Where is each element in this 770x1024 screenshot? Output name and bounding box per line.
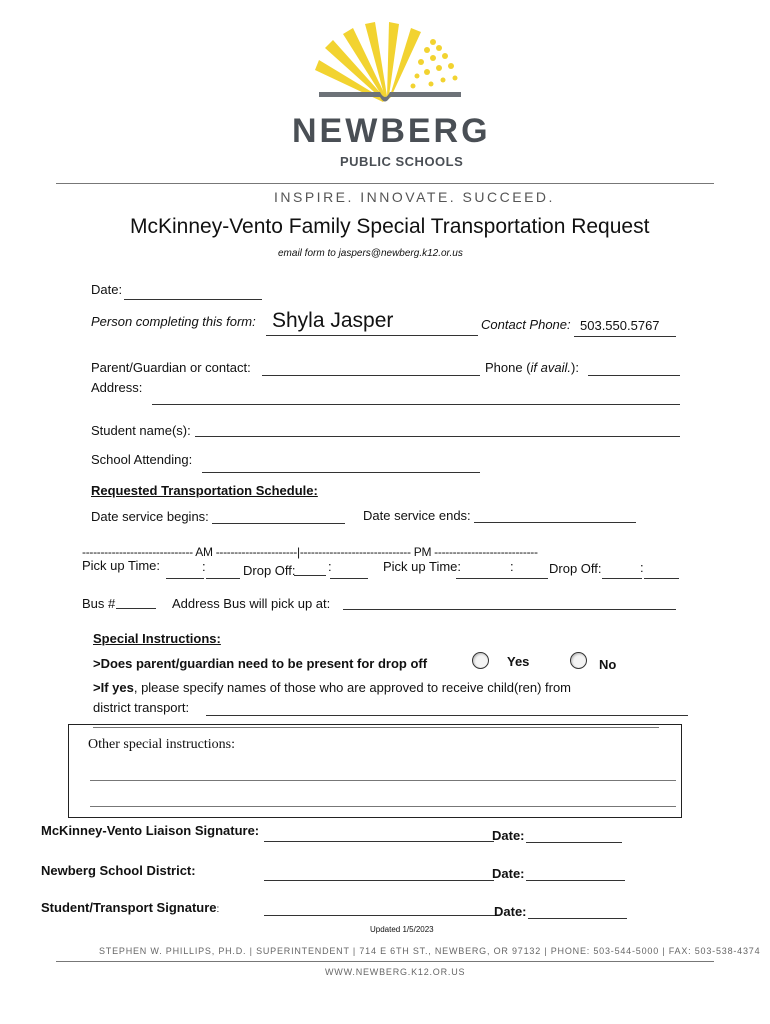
form-title: McKinney-Vento Family Special Transportation Request xyxy=(130,215,650,238)
service-ends-field[interactable] xyxy=(474,506,636,523)
contact-phone-value: 503.550.5767 xyxy=(580,318,660,333)
person-completing-value: Shyla Jasper xyxy=(272,309,394,332)
other-instructions-box[interactable] xyxy=(68,724,682,818)
footer-contact: STEPHEN W. PHILLIPS, PH.D. | SUPERINTENDENT | 714 E 6TH ST., NEWBERG, OR 97132 | PHONE: 503-544-5000 | FAX: 503-538-4374 xyxy=(99,946,761,956)
other-instructions-line-1 xyxy=(90,780,676,781)
pm-dropoff-hour[interactable] xyxy=(602,563,642,579)
guardian-label: Parent/Guardian or contact: xyxy=(91,360,251,375)
address-label: Address: xyxy=(91,380,143,395)
person-completing-label: Person completing this form: xyxy=(91,314,256,329)
student-signature-label: Student/Transport Signature: xyxy=(41,900,220,915)
special-instructions-heading: Special Instructions: xyxy=(93,631,221,646)
no-radio[interactable] xyxy=(570,652,587,669)
newberg-sun-book-logo xyxy=(305,22,475,107)
logo-name: NEWBERG xyxy=(292,112,491,150)
am-pickup-minute[interactable] xyxy=(206,563,240,579)
student-names-label: Student name(s): xyxy=(91,423,191,438)
phone-label: Phone (if avail.): xyxy=(485,360,579,375)
bus-address-field[interactable] xyxy=(343,594,676,610)
district-date-field[interactable] xyxy=(526,865,625,881)
guardian-field[interactable] xyxy=(262,359,480,376)
contact-phone-field[interactable] xyxy=(574,316,676,337)
pm-dropoff-colon: : xyxy=(640,560,644,575)
header-divider xyxy=(56,183,714,184)
email-note: email form to jaspers@newberg.k12.or.us xyxy=(278,248,463,259)
liaison-date-label: Date: xyxy=(492,828,525,843)
date-field[interactable] xyxy=(124,283,262,300)
contact-phone-label: Contact Phone: xyxy=(481,317,571,332)
other-instructions-line-2 xyxy=(90,806,676,807)
student-date-field[interactable] xyxy=(528,903,627,919)
schedule-heading: Requested Transportation Schedule: xyxy=(91,483,318,498)
no-label: No xyxy=(599,657,617,672)
school-field[interactable] xyxy=(202,456,480,473)
service-begins-label: Date service begins: xyxy=(91,509,209,524)
liaison-date-field[interactable] xyxy=(526,827,622,843)
am-pickup-label: Pick up Time: xyxy=(82,558,161,573)
am-pm-divider: ------------------------------ AM ----------------------|------------------------------ PM ---------------------------- xyxy=(82,545,538,559)
liaison-signature-field[interactable] xyxy=(264,826,494,842)
guardian-phone-field[interactable] xyxy=(588,359,680,376)
other-instructions-label: Other special instructions: xyxy=(88,737,235,752)
bus-number-field[interactable] xyxy=(116,593,156,609)
service-begins-field[interactable] xyxy=(212,507,345,524)
am-pickup-colon: : xyxy=(202,559,206,574)
pm-pickup-hour[interactable] xyxy=(456,563,514,579)
school-label: School Attending: xyxy=(91,452,193,467)
district-label: Newberg School District: xyxy=(41,863,196,878)
approved-names-field[interactable] xyxy=(206,700,688,716)
district-transport-label: district transport: xyxy=(93,700,190,715)
student-date-label: Date: xyxy=(494,904,527,919)
service-ends-label: Date service ends: xyxy=(363,508,471,523)
am-pickup-hour[interactable] xyxy=(166,563,204,579)
pm-dropoff-minute[interactable] xyxy=(644,563,679,579)
am-dropoff-hour[interactable] xyxy=(294,560,326,576)
am-dropoff-label: Drop Off: xyxy=(243,563,296,578)
pm-pickup-minute[interactable] xyxy=(514,563,548,579)
tagline: INSPIRE. INNOVATE. SUCCEED. xyxy=(274,189,555,205)
yes-label: Yes xyxy=(507,654,530,669)
am-dropoff-minute[interactable] xyxy=(330,563,368,579)
address-field[interactable] xyxy=(152,388,680,405)
bus-number-label: Bus # xyxy=(82,596,116,611)
person-completing-field[interactable] xyxy=(266,309,478,336)
student-signature-field[interactable] xyxy=(264,900,496,916)
district-field[interactable] xyxy=(264,865,494,881)
pm-pickup-colon: : xyxy=(510,559,514,574)
if-yes-text: >If yes, please specify names of those who are approved to receive child(ren) from xyxy=(93,680,572,695)
updated-date: Updated 1/5/2023 xyxy=(370,925,434,934)
pm-pickup-label: Pick up Time: xyxy=(383,559,462,574)
parent-present-question: >Does parent/guardian need to be present for drop off xyxy=(93,656,428,671)
date-label: Date: xyxy=(91,282,123,297)
footer-website[interactable]: WWW.NEWBERG.K12.OR.US xyxy=(325,967,466,977)
district-date-label: Date: xyxy=(492,866,525,881)
student-names-field[interactable] xyxy=(195,420,680,437)
logo-subtitle: PUBLIC SCHOOLS xyxy=(340,154,464,169)
pm-dropoff-label: Drop Off: xyxy=(549,561,602,576)
footer-divider xyxy=(56,961,714,962)
yes-radio[interactable] xyxy=(472,652,489,669)
am-dropoff-colon: : xyxy=(328,559,332,574)
bus-address-label: Address Bus will pick up at: xyxy=(172,596,331,611)
liaison-signature-label: McKinney-Vento Liaison Signature: xyxy=(41,823,260,838)
